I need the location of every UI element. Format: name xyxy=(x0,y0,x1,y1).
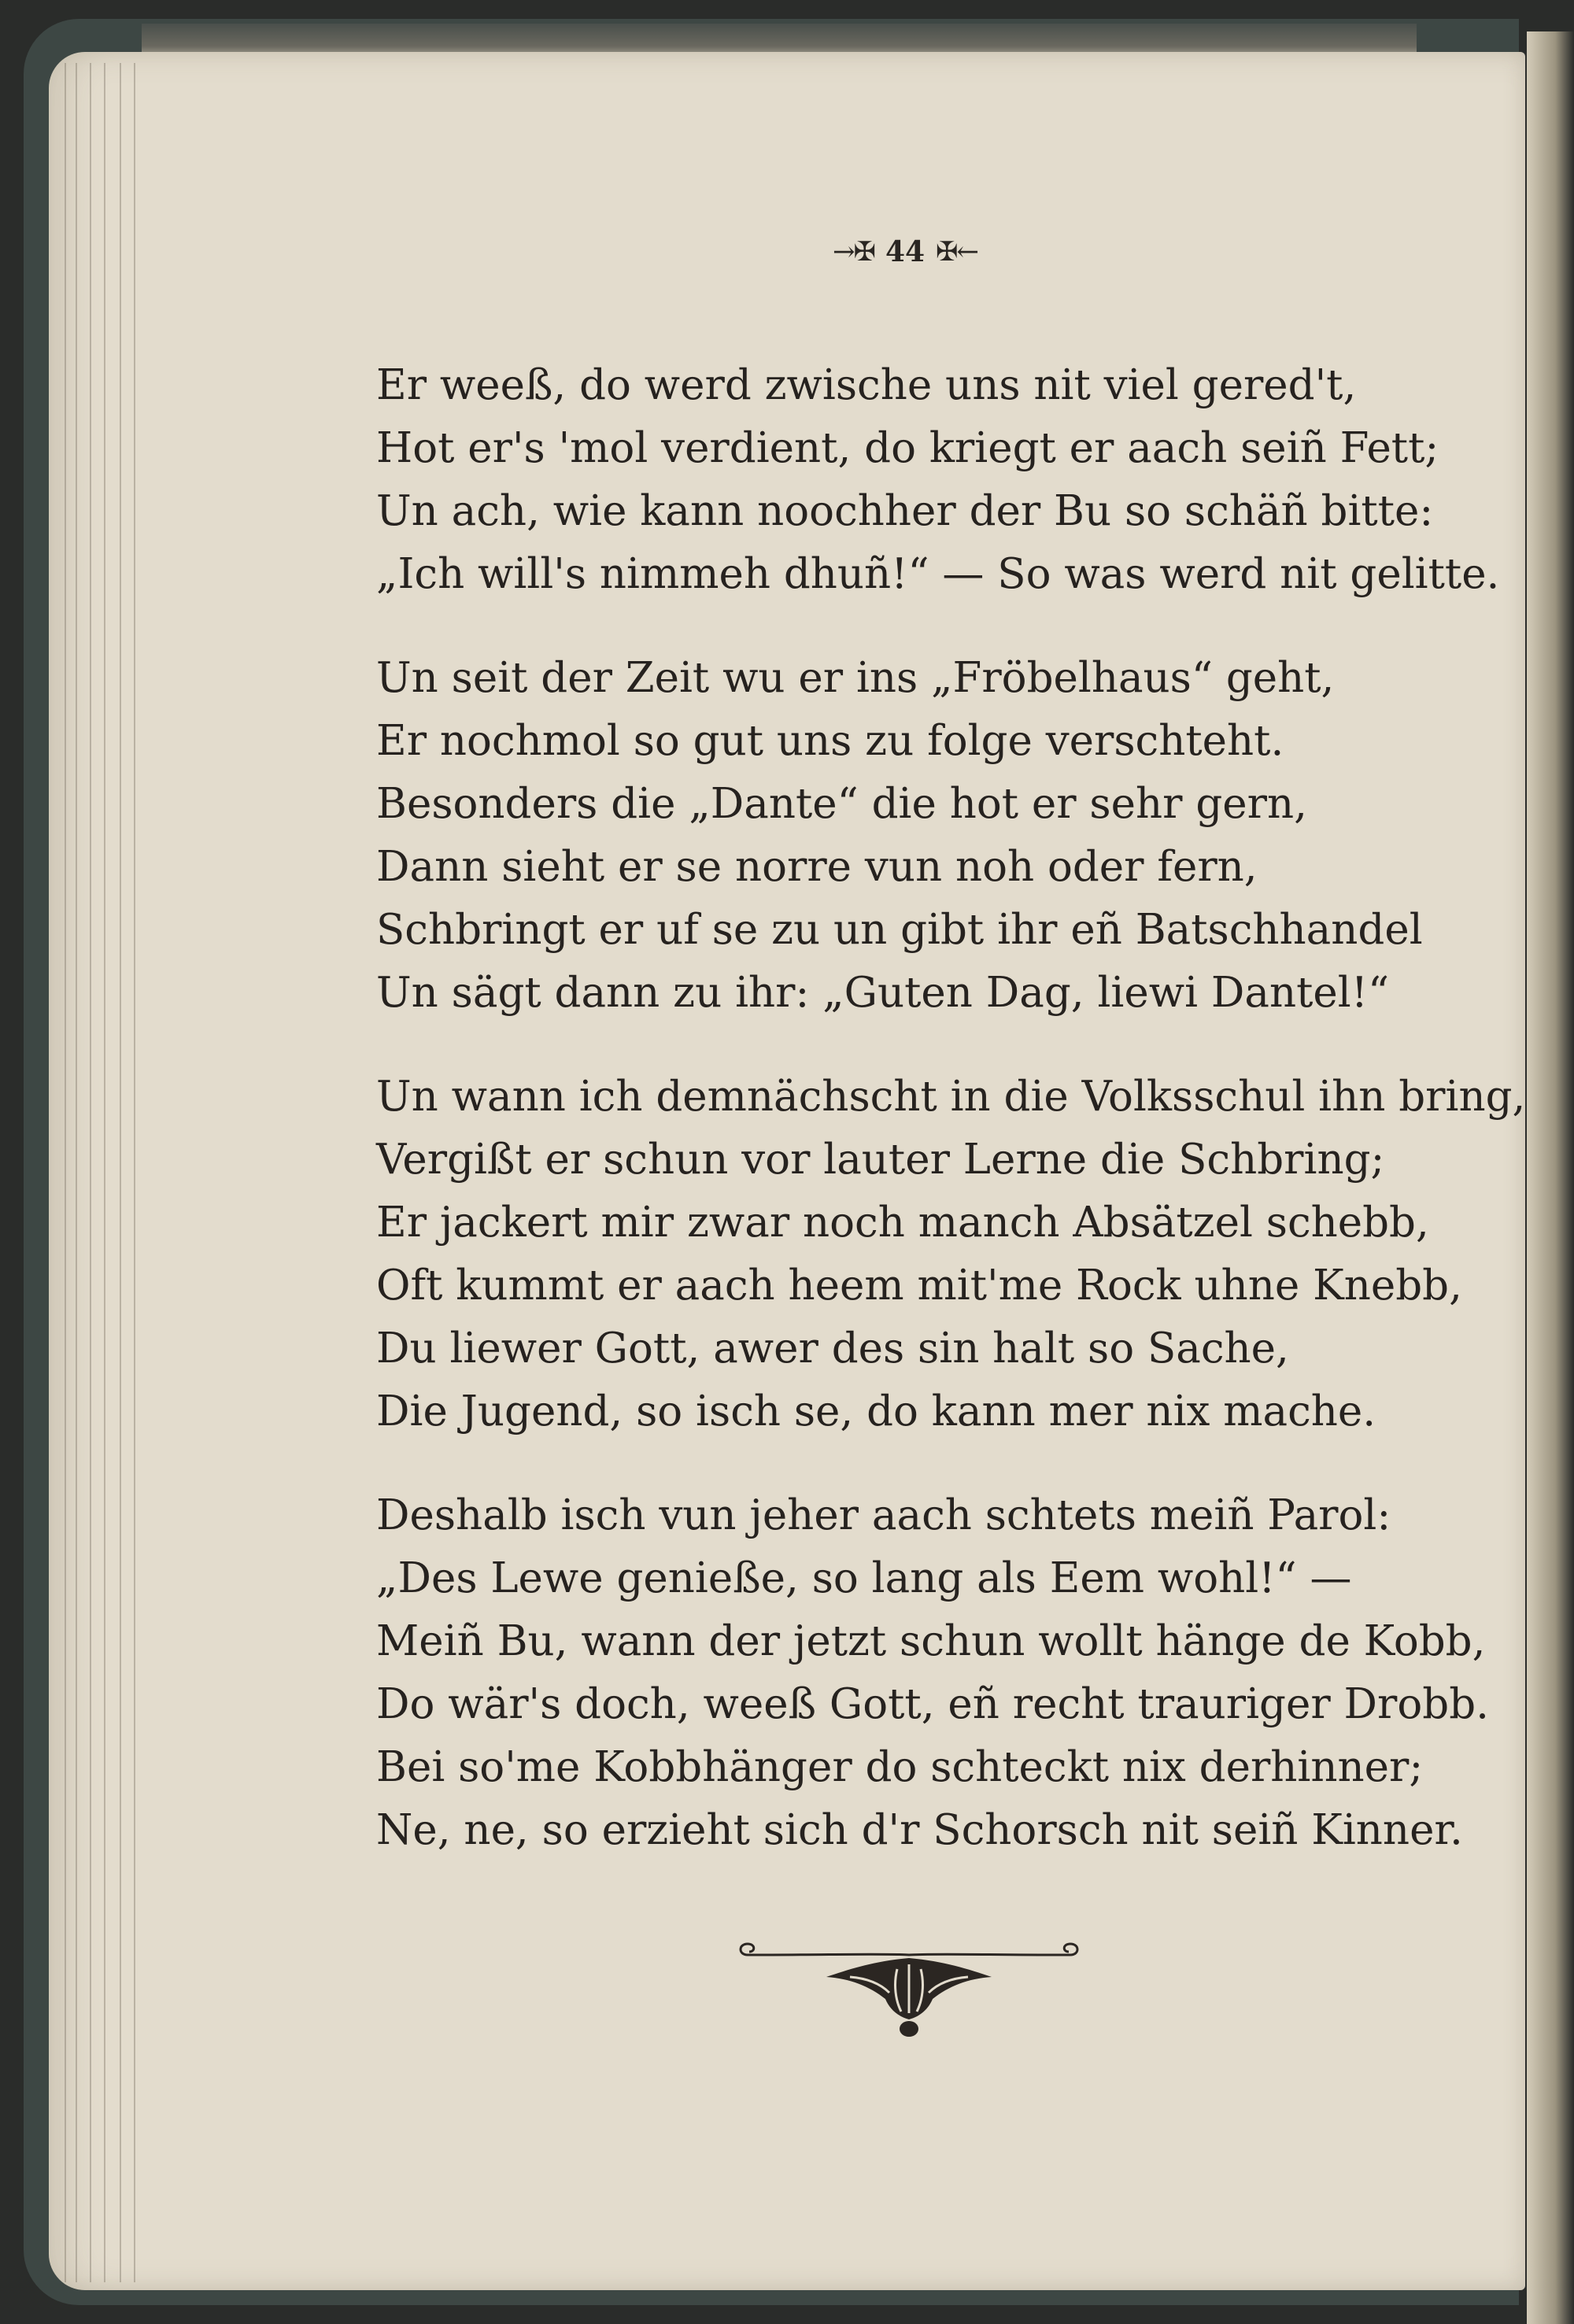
verse-line: Besonders die „Dante“ die hot er sehr gern, xyxy=(376,780,1307,828)
verse-line: „Ich will's nimmeh dhuñ!“ — So was werd nit gelitte. xyxy=(376,550,1500,598)
verse-line: Un sägt dann zu ihr: „Guten Dag, liewi Dantel!“ xyxy=(376,969,1390,1017)
verse-line: Vergißt er schun vor lauter Lerne die Schbring; xyxy=(376,1136,1385,1184)
verse-line: Ne, ne, so erzieht sich d'r Schorsch nit seiñ Kinner. xyxy=(376,1806,1463,1854)
verse-line: Deshalb isch vun jeher aach schtets meiñ Parol: xyxy=(376,1491,1391,1539)
stanza xyxy=(376,1484,1494,1862)
verse-line: Meiñ Bu, wann der jetzt schun wollt hänge de Kobb, xyxy=(376,1617,1486,1665)
page-edge-lines xyxy=(58,63,153,2282)
verse-line: Du liewer Gott, awer des sin halt so Sache, xyxy=(376,1325,1289,1373)
folio-ornament-left: →✠ xyxy=(832,236,874,268)
tailpiece-ornament-icon xyxy=(732,1938,1086,2040)
stanza xyxy=(376,647,1494,1025)
verse-line: Un ach, wie kann noochher der Bu so schäñ bitte: xyxy=(376,487,1434,535)
verse-line: Er jackert mir zwar noch manch Absätzel schebb, xyxy=(376,1199,1429,1247)
verse-line: Hot er's 'mol verdient, do kriegt er aach seiñ Fett; xyxy=(376,424,1439,472)
page-right-edge xyxy=(1527,31,1574,2324)
poem-text xyxy=(376,354,1526,1903)
verse-line: „Des Lewe genieße, so lang als Eem wohl!“ — xyxy=(376,1554,1352,1602)
folio-ornament-right: ✠← xyxy=(936,236,978,268)
verse-line: Do wär's doch, weeß Gott, eñ recht trauriger Drobb. xyxy=(376,1680,1489,1728)
page-number-header xyxy=(787,228,1023,275)
verse-line: Un wann ich demnächscht in die Volksschul ihn bring, xyxy=(376,1073,1526,1121)
verse-line: Dann sieht er se norre vun noh oder fern, xyxy=(376,843,1258,891)
verse-line: Die Jugend, so isch se, do kann mer nix mache. xyxy=(376,1387,1376,1435)
verse-line: Er nochmol so gut uns zu folge verschteht. xyxy=(376,717,1284,765)
stanza xyxy=(376,1066,1526,1443)
verse-line: Bei so'me Kobbhänger do schteckt nix derhinner; xyxy=(376,1743,1424,1791)
page-number: 44 xyxy=(885,235,926,268)
verse-line: Oft kummt er aach heem mit'me Rock uhne Knebb, xyxy=(376,1262,1462,1310)
stanza xyxy=(376,354,1500,606)
verse-line: Er weeß, do werd zwische uns nit viel gered't, xyxy=(376,361,1357,409)
verse-line: Schbringt er uf se zu un gibt ihr eñ Batschhandel xyxy=(376,906,1423,954)
verse-line: Un seit der Zeit wu er ins „Fröbelhaus“ geht, xyxy=(376,654,1335,702)
